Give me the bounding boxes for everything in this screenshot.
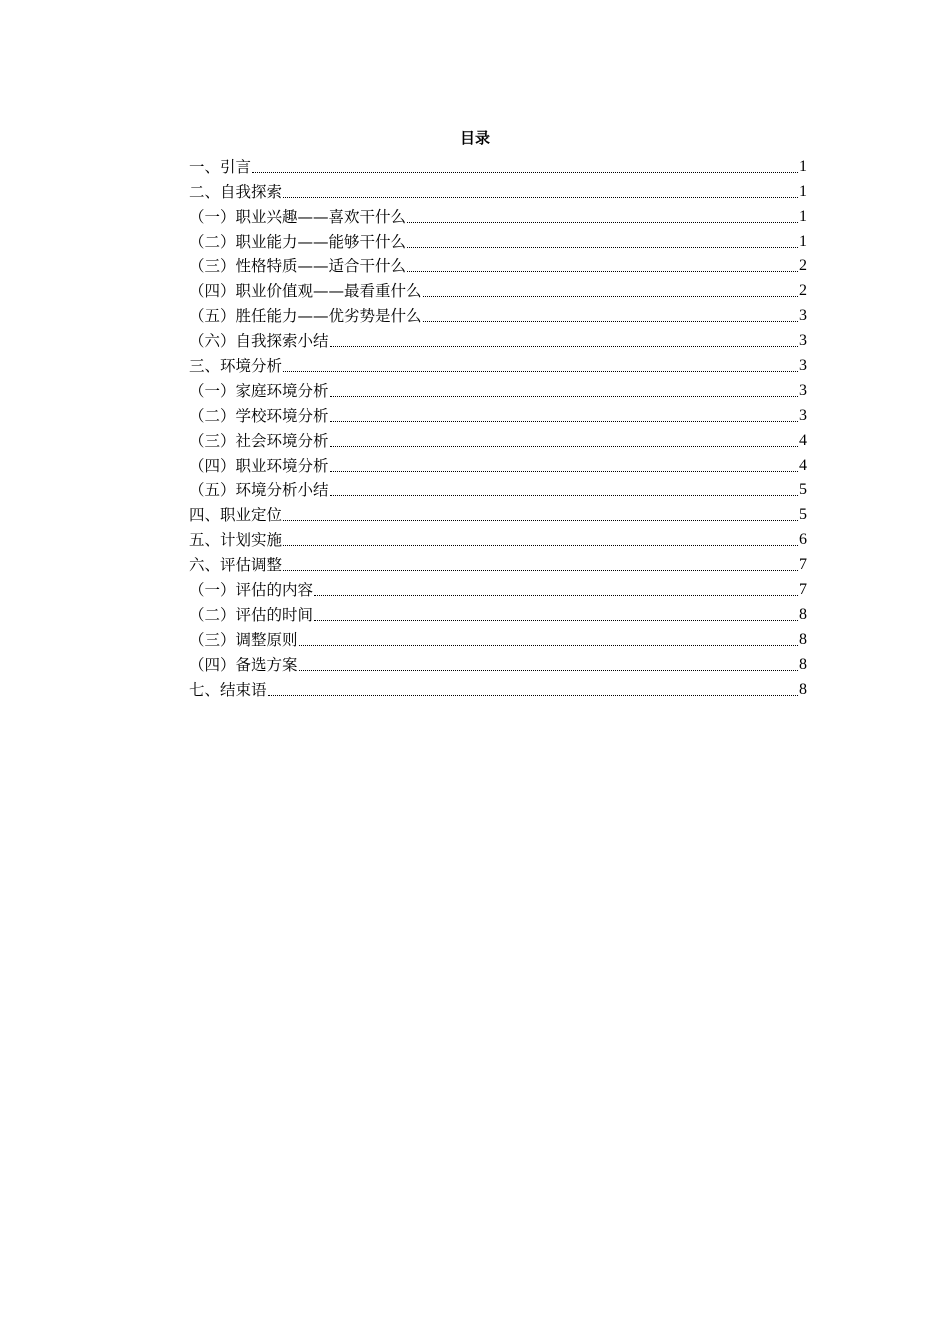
toc-entry-page: 3 [799,357,807,375]
toc-entry-text: （三）性格特质——适合干什么 [189,257,407,276]
toc-entry[interactable] [189,451,807,476]
toc-entry[interactable] [189,476,807,501]
dot-leader [283,197,798,198]
toc-entry-page: 7 [799,556,807,574]
dot-leader [283,570,798,571]
toc-entry-text: 六、评估调整 [189,556,283,575]
dot-leader [330,446,798,447]
toc-entry[interactable] [189,525,807,550]
dot-leader [314,595,798,596]
toc-entry[interactable] [189,152,807,177]
toc-entry-text: 二、自我探索 [189,182,283,201]
toc-entry-text: （五）环境分析小结 [189,481,329,500]
dot-leader [252,172,798,173]
dot-leader [423,321,798,322]
toc-entry[interactable] [189,227,807,252]
toc-entry[interactable] [189,202,807,227]
toc-entry-text: （三）社会环境分析 [189,431,329,450]
toc-entry-text: （四）职业环境分析 [189,456,329,475]
toc-entry[interactable] [189,600,807,625]
toc-entry-text: （二）职业能力——能够干什么 [189,232,407,251]
toc-entry-page: 4 [799,456,807,474]
dot-leader [423,296,798,297]
dot-leader [330,396,798,397]
table-of-contents [189,152,807,700]
toc-entry-page: 1 [799,182,807,200]
toc-entry-page: 4 [799,431,807,449]
toc-entry-page: 3 [799,406,807,424]
toc-entry-page: 1 [799,157,807,175]
toc-entry[interactable] [189,276,807,301]
toc-entry-text: （六）自我探索小结 [189,332,329,351]
toc-entry-page: 1 [799,232,807,250]
toc-entry-page: 3 [799,307,807,325]
toc-entry-page: 3 [799,381,807,399]
toc-entry-text: 一、引言 [189,157,252,176]
toc-entry[interactable] [189,401,807,426]
toc-entry-text: （一）职业兴趣——喜欢干什么 [189,207,407,226]
toc-title: 目录 [459,129,490,147]
toc-entry[interactable] [189,550,807,575]
toc-entry[interactable] [189,426,807,451]
toc-entry-page: 6 [799,531,807,549]
dot-leader [330,346,798,347]
toc-entry[interactable] [189,675,807,700]
dot-leader [283,520,798,521]
toc-entry-text: 四、职业定位 [189,506,283,525]
toc-entry[interactable] [189,326,807,351]
toc-entry-page: 5 [799,506,807,524]
toc-entry[interactable] [189,252,807,277]
dot-leader [314,620,798,621]
dot-leader [330,495,798,496]
toc-entry-page: 8 [799,630,807,648]
toc-entry[interactable] [189,177,807,202]
toc-entry-text: （五）胜任能力——优劣势是什么 [189,307,422,326]
toc-entry-text: （一）评估的内容 [189,581,314,600]
toc-entry-page: 8 [799,655,807,673]
toc-entry-text: 五、计划实施 [189,531,283,550]
toc-entry-text: 三、环境分析 [189,357,283,376]
toc-entry[interactable] [189,351,807,376]
toc-entry-text: （一）家庭环境分析 [189,381,329,400]
toc-entry[interactable] [189,500,807,525]
dot-leader [268,695,798,696]
toc-entry[interactable] [189,376,807,401]
toc-entry-page: 8 [799,680,807,698]
toc-entry-text: （二）评估的时间 [189,605,314,624]
toc-entry[interactable] [189,301,807,326]
toc-entry[interactable] [189,625,807,650]
toc-entry-text: （二）学校环境分析 [189,406,329,425]
toc-entry-page: 1 [799,207,807,225]
dot-leader [299,645,798,646]
toc-entry-page: 2 [799,257,807,275]
toc-entry-page: 2 [799,282,807,300]
toc-entry[interactable] [189,575,807,600]
dot-leader [299,670,798,671]
toc-entry-text: （四）职业价值观——最看重什么 [189,282,422,301]
toc-entry-text: 七、结束语 [189,680,267,699]
dot-leader [407,271,798,272]
toc-entry-page: 7 [799,581,807,599]
toc-entry[interactable] [189,650,807,675]
dot-leader [330,421,798,422]
dot-leader [407,222,798,223]
dot-leader [330,471,798,472]
toc-entry-page: 8 [799,605,807,623]
toc-entry-text: （四）备选方案 [189,655,298,674]
toc-entry-text: （三）调整原则 [189,630,298,649]
toc-entry-page: 3 [799,332,807,350]
dot-leader [283,545,798,546]
dot-leader [407,247,798,248]
toc-entry-page: 5 [799,481,807,499]
dot-leader [283,371,798,372]
